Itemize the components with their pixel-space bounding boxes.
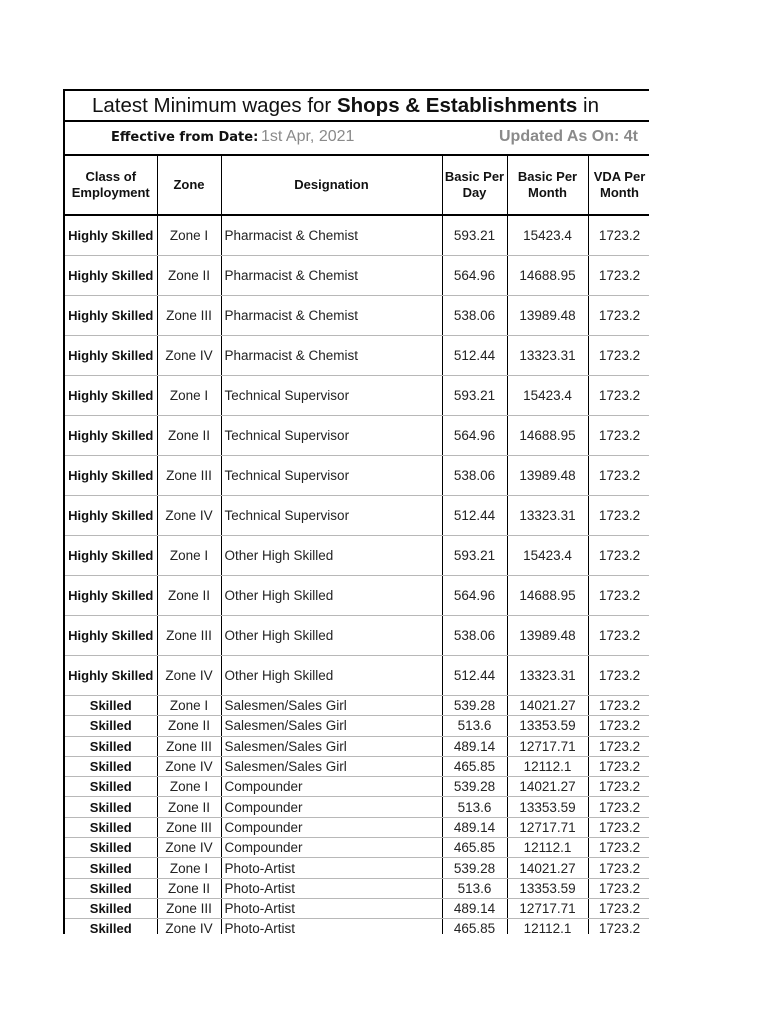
cell-vda-per-month: 1723.2 — [588, 716, 649, 736]
effective-date: 1st Apr, 2021 — [261, 128, 355, 145]
cell-class: Highly Skilled — [65, 576, 157, 616]
title-suffix: in — [577, 94, 599, 117]
cell-designation: Other High Skilled — [221, 576, 442, 616]
table-row — [65, 536, 649, 576]
cell-class: Skilled — [65, 838, 157, 858]
cell-vda-per-month: 1723.2 — [588, 696, 649, 716]
cell-basic-per-day: 512.44 — [442, 656, 507, 696]
cell-basic-per-month: 14021.27 — [507, 696, 588, 716]
cell-class: Highly Skilled — [65, 336, 157, 376]
cell-basic-per-day: 539.28 — [442, 858, 507, 878]
cell-basic-per-month: 12112.1 — [507, 838, 588, 858]
cell-basic-per-day: 539.28 — [442, 777, 507, 797]
cell-basic-per-day: 564.96 — [442, 256, 507, 296]
cell-zone: Zone IV — [157, 919, 221, 934]
cell-designation: Pharmacist & Chemist — [221, 256, 442, 296]
cell-zone: Zone II — [157, 256, 221, 296]
cell-vda-per-month: 1723.2 — [588, 777, 649, 797]
cell-class: Highly Skilled — [65, 376, 157, 416]
cell-class: Skilled — [65, 777, 157, 797]
cell-designation: Pharmacist & Chemist — [221, 296, 442, 336]
table-row — [65, 756, 649, 776]
cell-zone: Zone IV — [157, 336, 221, 376]
cell-basic-per-day: 538.06 — [442, 296, 507, 336]
cell-designation: Photo-Artist — [221, 858, 442, 878]
cell-designation: Other High Skilled — [221, 616, 442, 656]
cell-designation: Salesmen/Sales Girl — [221, 716, 442, 736]
table-row — [65, 496, 649, 536]
table-row — [65, 616, 649, 656]
col-header-vda-per-month: VDA Per Month — [588, 156, 649, 215]
cell-vda-per-month: 1723.2 — [588, 858, 649, 878]
cell-basic-per-day: 465.85 — [442, 756, 507, 776]
cell-class: Skilled — [65, 898, 157, 918]
cell-designation: Salesmen/Sales Girl — [221, 756, 442, 776]
cell-designation: Compounder — [221, 838, 442, 858]
cell-designation: Compounder — [221, 817, 442, 837]
cell-basic-per-month: 12717.71 — [507, 898, 588, 918]
cell-designation: Photo-Artist — [221, 898, 442, 918]
cell-zone: Zone I — [157, 777, 221, 797]
cell-zone: Zone II — [157, 416, 221, 456]
table-row — [65, 736, 649, 756]
cell-vda-per-month: 1723.2 — [588, 296, 649, 336]
cell-designation: Technical Supervisor — [221, 456, 442, 496]
cell-basic-per-month: 15423.4 — [507, 536, 588, 576]
wage-sheet — [63, 89, 649, 934]
cell-designation: Salesmen/Sales Girl — [221, 736, 442, 756]
cell-zone: Zone III — [157, 817, 221, 837]
cell-designation: Other High Skilled — [221, 536, 442, 576]
cell-basic-per-day: 593.21 — [442, 376, 507, 416]
table-row — [65, 838, 649, 858]
cell-zone: Zone III — [157, 296, 221, 336]
cell-basic-per-day: 489.14 — [442, 898, 507, 918]
cell-basic-per-day: 512.44 — [442, 496, 507, 536]
cell-class: Highly Skilled — [65, 656, 157, 696]
cell-zone: Zone IV — [157, 656, 221, 696]
cell-designation: Compounder — [221, 777, 442, 797]
cell-basic-per-month: 13323.31 — [507, 656, 588, 696]
col-header-zone: Zone — [157, 156, 221, 215]
table-body — [65, 215, 649, 934]
col-header-basic-per-month: Basic Per Month — [507, 156, 588, 215]
cell-vda-per-month: 1723.2 — [588, 215, 649, 256]
cell-basic-per-month: 13323.31 — [507, 496, 588, 536]
cell-vda-per-month: 1723.2 — [588, 878, 649, 898]
cell-basic-per-month: 13353.59 — [507, 878, 588, 898]
cell-class: Highly Skilled — [65, 536, 157, 576]
table-row — [65, 215, 649, 256]
cell-basic-per-day: 513.6 — [442, 716, 507, 736]
cell-basic-per-day: 512.44 — [442, 336, 507, 376]
cell-vda-per-month: 1723.2 — [588, 256, 649, 296]
cell-zone: Zone I — [157, 696, 221, 716]
col-header-class: Class of Employment — [65, 156, 157, 215]
cell-basic-per-day: 538.06 — [442, 616, 507, 656]
cell-vda-per-month: 1723.2 — [588, 576, 649, 616]
table-row — [65, 256, 649, 296]
cell-basic-per-month: 13323.31 — [507, 336, 588, 376]
table-row — [65, 817, 649, 837]
table-row — [65, 777, 649, 797]
cell-zone: Zone II — [157, 878, 221, 898]
cell-designation: Pharmacist & Chemist — [221, 336, 442, 376]
cell-vda-per-month: 1723.2 — [588, 898, 649, 918]
title-bold: Shops & Establishments — [336, 94, 578, 117]
table-row — [65, 296, 649, 336]
table-row — [65, 456, 649, 496]
cell-vda-per-month: 1723.2 — [588, 736, 649, 756]
cell-class: Highly Skilled — [65, 496, 157, 536]
cell-basic-per-day: 489.14 — [442, 817, 507, 837]
cell-basic-per-month: 12717.71 — [507, 817, 588, 837]
cell-zone: Zone IV — [157, 838, 221, 858]
cell-vda-per-month: 1723.2 — [588, 536, 649, 576]
cell-vda-per-month: 1723.2 — [588, 797, 649, 817]
cell-basic-per-day: 465.85 — [442, 919, 507, 934]
cell-vda-per-month: 1723.2 — [588, 616, 649, 656]
cell-zone: Zone II — [157, 576, 221, 616]
cell-zone: Zone IV — [157, 756, 221, 776]
table-row — [65, 797, 649, 817]
cell-basic-per-day: 538.06 — [442, 456, 507, 496]
cell-vda-per-month: 1723.2 — [588, 817, 649, 837]
cell-basic-per-month: 12112.1 — [507, 919, 588, 934]
cell-vda-per-month: 1723.2 — [588, 336, 649, 376]
cell-basic-per-day: 465.85 — [442, 838, 507, 858]
cell-class: Highly Skilled — [65, 215, 157, 256]
cell-class: Highly Skilled — [65, 416, 157, 456]
cell-zone: Zone II — [157, 716, 221, 736]
cell-vda-per-month: 1723.2 — [588, 456, 649, 496]
cell-vda-per-month: 1723.2 — [588, 838, 649, 858]
table-header-row — [65, 156, 649, 215]
cell-basic-per-month: 14688.95 — [507, 576, 588, 616]
updated-as-on: Updated As On: 4t — [499, 128, 638, 145]
table-row — [65, 696, 649, 716]
cell-designation: Technical Supervisor — [221, 416, 442, 456]
table-row — [65, 919, 649, 934]
cell-class: Highly Skilled — [65, 296, 157, 336]
cell-class: Skilled — [65, 736, 157, 756]
cell-zone: Zone III — [157, 898, 221, 918]
cell-vda-per-month: 1723.2 — [588, 656, 649, 696]
table-row — [65, 878, 649, 898]
cell-basic-per-month: 13353.59 — [507, 797, 588, 817]
table-row — [65, 576, 649, 616]
cell-basic-per-month: 15423.4 — [507, 376, 588, 416]
cell-basic-per-day: 513.6 — [442, 878, 507, 898]
cell-class: Skilled — [65, 756, 157, 776]
cell-designation: Pharmacist & Chemist — [221, 215, 442, 256]
cell-vda-per-month: 1723.2 — [588, 919, 649, 934]
cell-basic-per-month: 13989.48 — [507, 616, 588, 656]
cell-designation: Other High Skilled — [221, 656, 442, 696]
table-row — [65, 716, 649, 736]
cell-basic-per-day: 489.14 — [442, 736, 507, 756]
cell-class: Highly Skilled — [65, 256, 157, 296]
cell-class: Skilled — [65, 716, 157, 736]
table-row — [65, 656, 649, 696]
cell-basic-per-day: 513.6 — [442, 797, 507, 817]
cell-vda-per-month: 1723.2 — [588, 376, 649, 416]
cell-basic-per-month: 13353.59 — [507, 716, 588, 736]
cell-basic-per-month: 14021.27 — [507, 858, 588, 878]
cell-basic-per-day: 564.96 — [442, 416, 507, 456]
cell-basic-per-day: 539.28 — [442, 696, 507, 716]
cell-zone: Zone III — [157, 736, 221, 756]
cell-class: Skilled — [65, 797, 157, 817]
table-row — [65, 858, 649, 878]
effective-row — [65, 122, 649, 156]
cell-basic-per-month: 14688.95 — [507, 256, 588, 296]
cell-basic-per-month: 13989.48 — [507, 296, 588, 336]
sheet-title — [65, 91, 649, 122]
table-row — [65, 898, 649, 918]
cell-zone: Zone I — [157, 858, 221, 878]
col-header-basic-per-day: Basic Per Day — [442, 156, 507, 215]
wage-table — [65, 156, 649, 934]
cell-class: Skilled — [65, 919, 157, 934]
col-header-designation: Designation — [221, 156, 442, 215]
cell-vda-per-month: 1723.2 — [588, 496, 649, 536]
cell-basic-per-day: 593.21 — [442, 215, 507, 256]
cell-zone: Zone III — [157, 456, 221, 496]
cell-class: Skilled — [65, 817, 157, 837]
table-row — [65, 376, 649, 416]
cell-designation: Compounder — [221, 797, 442, 817]
cell-basic-per-day: 593.21 — [442, 536, 507, 576]
cell-zone: Zone II — [157, 797, 221, 817]
cell-basic-per-month: 14688.95 — [507, 416, 588, 456]
title-prefix: Latest Minimum wages for — [92, 94, 337, 117]
cell-designation: Photo-Artist — [221, 878, 442, 898]
cell-class: Skilled — [65, 858, 157, 878]
cell-vda-per-month: 1723.2 — [588, 756, 649, 776]
cell-zone: Zone I — [157, 215, 221, 256]
cell-class: Highly Skilled — [65, 456, 157, 496]
cell-class: Highly Skilled — [65, 616, 157, 656]
cell-basic-per-day: 564.96 — [442, 576, 507, 616]
cell-basic-per-month: 15423.4 — [507, 215, 588, 256]
cell-designation: Salesmen/Sales Girl — [221, 696, 442, 716]
cell-zone: Zone IV — [157, 496, 221, 536]
cell-basic-per-month: 12717.71 — [507, 736, 588, 756]
cell-vda-per-month: 1723.2 — [588, 416, 649, 456]
cell-basic-per-month: 14021.27 — [507, 777, 588, 797]
cell-designation: Photo-Artist — [221, 919, 442, 934]
cell-designation: Technical Supervisor — [221, 496, 442, 536]
cell-zone: Zone III — [157, 616, 221, 656]
cell-designation: Technical Supervisor — [221, 376, 442, 416]
table-row — [65, 416, 649, 456]
table-row — [65, 336, 649, 376]
effective-label: Effective from Date: — [111, 130, 259, 145]
cell-basic-per-month: 13989.48 — [507, 456, 588, 496]
cell-zone: Zone I — [157, 376, 221, 416]
cell-zone: Zone I — [157, 536, 221, 576]
cell-basic-per-month: 12112.1 — [507, 756, 588, 776]
cell-class: Skilled — [65, 696, 157, 716]
cell-class: Skilled — [65, 878, 157, 898]
